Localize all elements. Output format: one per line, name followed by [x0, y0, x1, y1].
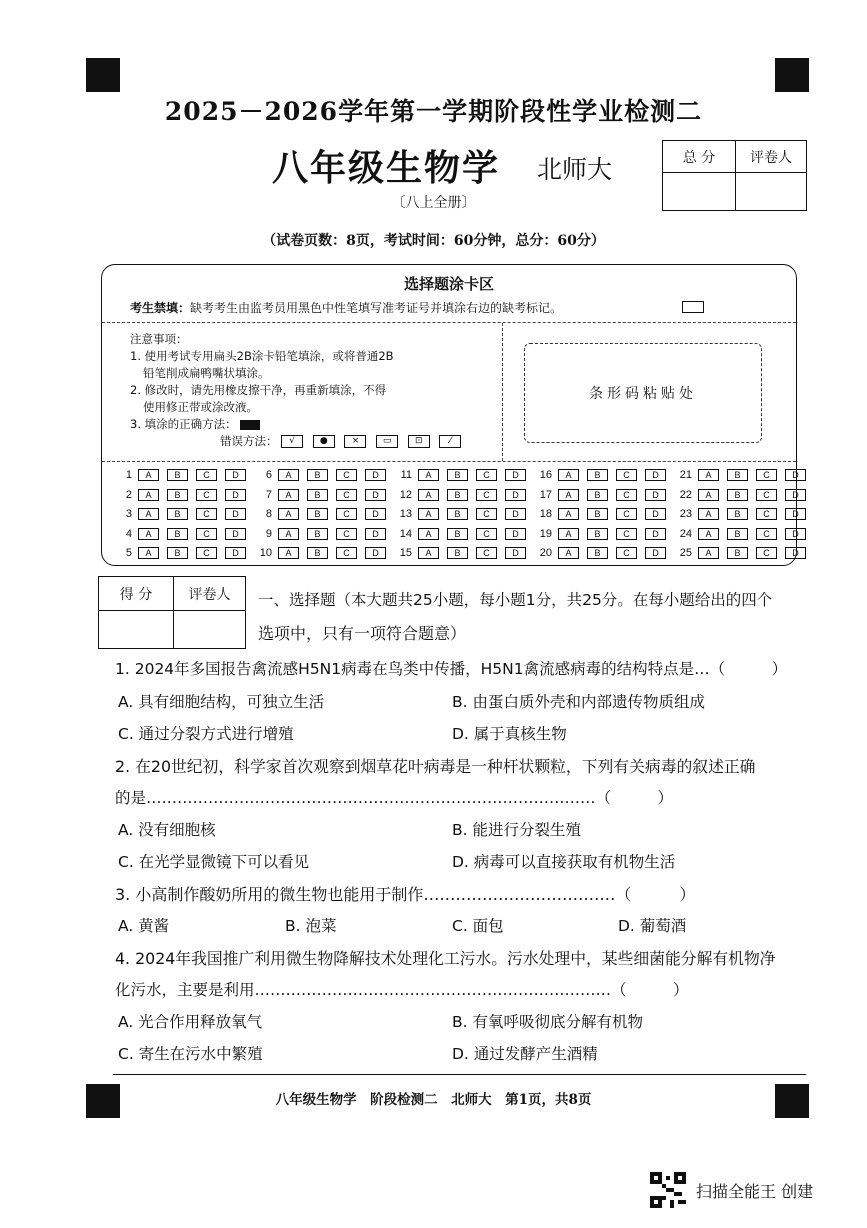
question-1-option-c: C. 通过分裂方式进行增殖: [118, 725, 294, 743]
barcode-area: 条形码粘贴处: [524, 343, 762, 443]
answer-bubble-c[interactable]: C: [196, 469, 217, 481]
answer-bubble-c[interactable]: C: [196, 508, 217, 520]
answer-row: [674, 489, 814, 501]
question-1-option-b: B. 由蛋白质外壳和内部遗传物质组成: [452, 693, 705, 711]
answer-bubble-d[interactable]: D: [365, 469, 386, 481]
answer-row: [534, 528, 674, 540]
notice-line: 3. 填涂的正确方法：: [130, 417, 237, 431]
total-score-box: [662, 140, 807, 211]
question-2-option-d: D. 病毒可以直接获取有机物生活: [452, 853, 676, 871]
answer-bubble-c[interactable]: C: [196, 547, 217, 559]
question-1-option-d: D. 属于真核生物: [452, 725, 567, 743]
total-score-field[interactable]: [663, 173, 736, 211]
answer-bubble-d[interactable]: D: [645, 508, 666, 520]
answer-bubble-c[interactable]: C: [616, 547, 637, 559]
answer-number: 21: [679, 469, 692, 481]
answer-number: 19: [539, 527, 552, 540]
notice-title: 注意事项：: [130, 332, 188, 346]
answer-bubble-a[interactable]: A: [278, 489, 299, 501]
question-4-option-d: D. 通过发酵产生酒精: [452, 1045, 598, 1063]
answer-bubble-c[interactable]: C: [756, 489, 777, 501]
answer-bubble-a[interactable]: A: [698, 469, 719, 481]
question-2-option-b: B. 能进行分裂生殖: [452, 821, 581, 839]
question-4-stem: 4. 2024年我国推广利用微生物降解技术处理化工污水。污水处理中，某些细菌能分解有机物净: [115, 949, 776, 968]
scanner-watermark: [650, 1172, 813, 1208]
question-2-stem-cont: 的是……………………………………………………………………………（ ）: [115, 789, 674, 807]
answer-bubble-d[interactable]: D: [505, 528, 526, 540]
answer-bubble-b[interactable]: B: [447, 508, 468, 520]
answer-number: 7: [265, 488, 272, 501]
answer-bubble-b[interactable]: B: [167, 489, 188, 501]
answer-row: [114, 469, 254, 481]
subject-title: 八年级生物学: [272, 148, 501, 189]
question-3-option-b: B. 泡菜: [285, 917, 337, 935]
answer-bubble-a[interactable]: A: [138, 469, 159, 481]
answer-bubble-d[interactable]: D: [785, 469, 806, 481]
answer-bubble-d[interactable]: D: [225, 528, 246, 540]
answer-bubble-b[interactable]: B: [587, 469, 608, 481]
answer-row: [394, 489, 534, 501]
question-1-option-a: A. 具有细胞结构，可独立生活: [118, 693, 325, 711]
answer-bubble-d[interactable]: D: [785, 508, 806, 520]
total-score-label: 总 分: [663, 141, 736, 173]
answer-bubble-d[interactable]: D: [645, 489, 666, 501]
answer-bubble-c[interactable]: C: [336, 528, 357, 540]
question-4-option-c: C. 寄生在污水中繁殖: [118, 1045, 263, 1063]
answer-bubble-c[interactable]: C: [476, 528, 497, 540]
answer-bubble-c[interactable]: C: [476, 469, 497, 481]
answer-bubble-c[interactable]: C: [616, 528, 637, 540]
answer-bubble-c[interactable]: C: [196, 528, 217, 540]
question-3-stem: 3. 小高制作酸奶所用的微生物也能用于制作………………………………（ ）: [115, 885, 696, 904]
answer-bubble-a[interactable]: A: [698, 508, 719, 520]
answer-row: [534, 508, 674, 520]
answer-bubble-d[interactable]: D: [505, 489, 526, 501]
answer-number: 17: [539, 488, 552, 501]
answer-bubble-b[interactable]: B: [167, 547, 188, 559]
answer-number: 8: [265, 508, 272, 520]
answer-bubble-a[interactable]: A: [138, 489, 159, 501]
answer-bubble-b[interactable]: B: [167, 508, 188, 520]
page-footer: 八年级生物学 阶段检测二 北师大 第1页，共8页: [275, 1092, 592, 1108]
answer-bubble-b[interactable]: B: [307, 528, 328, 540]
notice-block: [130, 331, 467, 450]
answer-bubble-a[interactable]: A: [698, 528, 719, 540]
answer-row: [254, 469, 394, 481]
wrong-methods: [130, 433, 467, 450]
answer-bubble-b[interactable]: B: [587, 489, 608, 501]
answer-bubble-a[interactable]: A: [418, 489, 439, 501]
answer-bubble-d[interactable]: D: [365, 528, 386, 540]
answer-bubble-b[interactable]: B: [447, 528, 468, 540]
answer-bubble-a[interactable]: A: [558, 508, 579, 520]
notice-line: 铅笔削成扁鸭嘴状填涂。: [143, 366, 270, 380]
answer-number: 16: [539, 469, 552, 481]
forbidden-label: 考生禁填：: [130, 301, 191, 315]
answer-row: [674, 469, 814, 481]
answer-bubble-b[interactable]: B: [447, 489, 468, 501]
answer-bubble-a[interactable]: A: [278, 547, 299, 559]
answer-row: [394, 508, 534, 520]
wrong-mark: ▭: [376, 435, 398, 448]
answer-row: [534, 469, 674, 481]
answer-bubble-a[interactable]: A: [558, 469, 579, 481]
divider: [502, 323, 503, 461]
answer-number: 23: [679, 508, 692, 520]
divider: [102, 322, 796, 323]
answer-bubble-a[interactable]: A: [418, 469, 439, 481]
answer-number: 5: [125, 547, 132, 559]
notice-line: 1. 使用考试专用扁头2B涂卡铅笔填涂，或将普通2B: [130, 349, 394, 363]
question-4-stem-cont: 化污水，主要是利用……………………………………………………………（ ）: [115, 981, 689, 999]
notice-line: 2. 修改时，请先用橡皮擦干净，再重新填涂，不得: [130, 383, 387, 397]
answer-bubble-a[interactable]: A: [278, 528, 299, 540]
question-1-stem: 1. 2024年多国报告禽流感H5N1病毒在鸟类中传播，H5N1禽流感病毒的结构特点是…（ ）: [115, 660, 788, 678]
answer-bubble-a[interactable]: A: [558, 489, 579, 501]
wrong-mark: ×: [344, 435, 366, 448]
answer-bubble-c[interactable]: C: [756, 469, 777, 481]
section-score-label: 得 分: [99, 577, 174, 611]
answer-row: [114, 528, 254, 540]
registration-mark-top-left: [86, 58, 120, 92]
question-4-option-b: B. 有氧呼吸彻底分解有机物: [452, 1013, 643, 1031]
answer-bubble-c[interactable]: C: [336, 547, 357, 559]
answer-bubble-c[interactable]: C: [476, 508, 497, 520]
divider: [102, 461, 796, 462]
answer-row: [394, 469, 534, 481]
answer-bubble-a[interactable]: A: [558, 547, 579, 559]
scanner-text: 扫描全能王 创建: [696, 1181, 814, 1201]
answer-bubble-a[interactable]: A: [698, 547, 719, 559]
divider: [113, 1074, 806, 1075]
answer-bubble-b[interactable]: B: [307, 508, 328, 520]
answer-number: 13: [399, 508, 412, 520]
answer-bubble-d[interactable]: D: [225, 508, 246, 520]
answer-bubble-a[interactable]: A: [698, 489, 719, 501]
forbidden-note: [130, 299, 562, 316]
answer-bubble-d[interactable]: D: [505, 469, 526, 481]
question-2-option-a: A. 没有细胞核: [118, 821, 216, 839]
answer-bubble-b[interactable]: B: [447, 547, 468, 559]
answer-bubble-d[interactable]: D: [505, 508, 526, 520]
answer-bubble-d[interactable]: D: [365, 508, 386, 520]
answer-bubble-d[interactable]: D: [785, 547, 806, 559]
answer-number: 24: [679, 527, 692, 540]
answer-bubble-c[interactable]: C: [616, 489, 637, 501]
answer-bubble-a[interactable]: A: [418, 547, 439, 559]
correct-method: [130, 416, 467, 433]
wrong-label: 错误方法：: [220, 434, 278, 448]
answer-bubble-c[interactable]: C: [336, 508, 357, 520]
answer-bubble-b[interactable]: B: [307, 489, 328, 501]
section-grader-field[interactable]: [174, 611, 246, 649]
answer-card: [101, 264, 797, 566]
exam-title: 2025－2026学年第一学期阶段性学业检测二: [164, 97, 703, 126]
answer-bubble-a[interactable]: A: [418, 508, 439, 520]
answer-number: 14: [399, 527, 412, 540]
answer-row: [394, 528, 534, 540]
answer-row: [254, 528, 394, 540]
answer-bubble-b[interactable]: B: [307, 469, 328, 481]
answer-bubble-a[interactable]: A: [138, 547, 159, 559]
answer-bubble-a[interactable]: A: [278, 508, 299, 520]
answer-bubble-c[interactable]: C: [336, 489, 357, 501]
question-4-option-a: A. 光合作用释放氧气: [118, 1013, 263, 1031]
answer-row: [534, 547, 674, 559]
section-heading-line: 一、选择题（本大题共25小题，每小题1分，共25分。在每小题给出的四个: [258, 591, 773, 609]
answer-number: 15: [399, 547, 412, 559]
grader-label: 评卷人: [736, 141, 807, 173]
answer-row: [674, 547, 814, 559]
answer-bubble-d[interactable]: D: [645, 469, 666, 481]
section-score-field[interactable]: [99, 611, 174, 649]
wrong-mark: √: [281, 435, 303, 448]
section-score-box: [98, 576, 246, 649]
answer-bubble-c[interactable]: C: [756, 547, 777, 559]
answer-bubble-a[interactable]: A: [138, 528, 159, 540]
question-2-option-c: C. 在光学显微镜下可以看见: [118, 853, 310, 871]
filled-bubble-sample: [240, 420, 260, 430]
wrong-mark: ⊡: [408, 435, 430, 448]
section-heading: [258, 584, 808, 650]
answer-bubble-b[interactable]: B: [447, 469, 468, 481]
answer-bubble-c[interactable]: C: [756, 508, 777, 520]
answer-bubble-d[interactable]: D: [365, 489, 386, 501]
answer-row: [114, 547, 254, 559]
section-heading-line: 选项中，只有一项符合题意）: [258, 624, 467, 643]
answer-bubble-d[interactable]: D: [505, 547, 526, 559]
answer-bubble-b[interactable]: B: [167, 469, 188, 481]
answer-number: 25: [679, 547, 692, 559]
answer-row: [254, 547, 394, 559]
answer-bubble-d[interactable]: D: [785, 489, 806, 501]
answer-bubble-b[interactable]: B: [587, 528, 608, 540]
registration-mark-top-right: [775, 58, 809, 92]
answer-row: [674, 508, 814, 520]
answer-row: [394, 547, 534, 559]
question-3-option-d: D. 葡萄酒: [618, 917, 687, 935]
answer-row: [254, 508, 394, 520]
question-2-stem: 2. 在20世纪初，科学家首次观察到烟草花叶病毒是一种杆状颗粒，下列有关病毒的叙述正确: [115, 757, 756, 776]
exam-info: （试卷页数：8页，考试时间：60分钟，总分：60分）: [262, 233, 605, 249]
answer-bubble-b[interactable]: B: [727, 547, 748, 559]
qr-code-icon: [650, 1172, 686, 1208]
answer-row: [534, 489, 674, 501]
answer-row: [114, 489, 254, 501]
grader-field[interactable]: [736, 173, 807, 211]
answer-number: 10: [259, 547, 272, 559]
answer-bubble-b[interactable]: B: [587, 508, 608, 520]
question-3-option-c: C. 面包: [452, 917, 504, 935]
answer-bubble-d[interactable]: D: [225, 469, 246, 481]
scope-label: 〔八上全册〕: [391, 195, 476, 211]
answer-bubble-b[interactable]: B: [727, 489, 748, 501]
answer-bubble-d[interactable]: D: [645, 528, 666, 540]
answer-bubble-c[interactable]: C: [756, 528, 777, 540]
answer-number: 6: [265, 469, 272, 481]
answer-bubble-c[interactable]: C: [616, 508, 637, 520]
answer-bubble-d[interactable]: D: [225, 547, 246, 559]
answer-number: 3: [125, 508, 132, 520]
answer-bubble-d[interactable]: D: [365, 547, 386, 559]
answer-bubble-b[interactable]: B: [727, 528, 748, 540]
answer-number: 22: [679, 488, 692, 501]
answer-bubble-d[interactable]: D: [785, 528, 806, 540]
answer-number: 11: [400, 469, 412, 481]
answer-bubble-a[interactable]: A: [278, 469, 299, 481]
answer-row: [674, 528, 814, 540]
answer-card-title: 选择题涂卡区: [403, 275, 494, 293]
wrong-mark: ⁄: [439, 435, 461, 448]
answer-number: 4: [125, 527, 132, 540]
answer-number: 12: [399, 488, 412, 501]
answer-number: 9: [265, 527, 272, 540]
answer-bubble-d[interactable]: D: [225, 489, 246, 501]
answer-row: [114, 508, 254, 520]
answer-bubble-b[interactable]: B: [167, 528, 188, 540]
answer-number: 2: [125, 488, 132, 501]
answer-row: [254, 489, 394, 501]
answer-bubble-a[interactable]: A: [558, 528, 579, 540]
edition-label: 北师大: [537, 155, 613, 184]
wrong-mark: ●: [313, 435, 335, 448]
absent-mark-box[interactable]: [682, 301, 704, 313]
answer-bubble-c[interactable]: C: [616, 469, 637, 481]
answer-bubble-a[interactable]: A: [138, 508, 159, 520]
answer-bubble-b[interactable]: B: [727, 508, 748, 520]
answer-bubble-c[interactable]: C: [196, 489, 217, 501]
answer-number: 18: [539, 508, 552, 520]
answer-bubble-d[interactable]: D: [645, 547, 666, 559]
notice-line: 使用修正带或涂改液。: [143, 400, 258, 414]
answer-bubble-b[interactable]: B: [307, 547, 328, 559]
answer-bubble-a[interactable]: A: [418, 528, 439, 540]
answer-bubble-c[interactable]: C: [476, 547, 497, 559]
answer-bubble-b[interactable]: B: [727, 469, 748, 481]
answer-bubble-b[interactable]: B: [587, 547, 608, 559]
forbidden-text: 缺考考生由监考员用黑色中性笔填写准考证号并填涂右边的缺考标记。: [190, 301, 563, 315]
answer-number: 1: [125, 469, 132, 481]
section-grader-label: 评卷人: [174, 577, 246, 611]
question-3-option-a: A. 黄酱: [118, 917, 170, 935]
answer-number: 20: [539, 547, 552, 559]
answer-bubble-c[interactable]: C: [476, 489, 497, 501]
answer-bubble-c[interactable]: C: [336, 469, 357, 481]
